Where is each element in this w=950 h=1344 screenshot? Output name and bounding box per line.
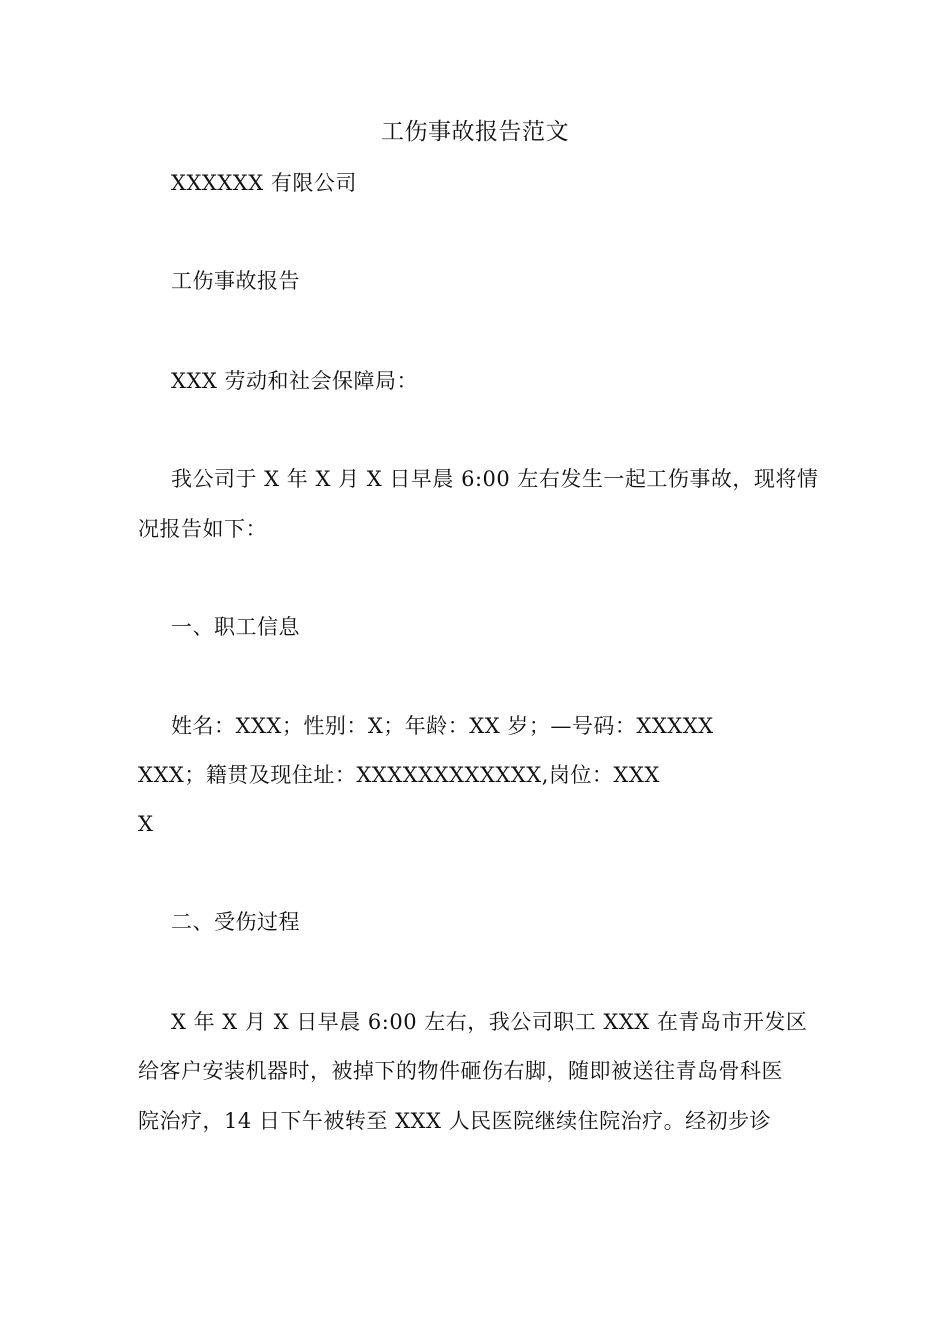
recipient-line: XXX 劳动和社会保障局： (171, 369, 419, 393)
intro-line-1: 我公司于 X 年 X 月 X 日早晨 6:00 左右发生一起工伤事故，现将情 (171, 467, 819, 491)
document-title: 工伤事故报告范文 (381, 119, 569, 145)
section1-line-1: 姓名：XXX；性别：X；年龄：XX 岁；—号码：XXXXX (171, 714, 714, 738)
section1-line-3: X (138, 812, 154, 836)
section2-heading: 二、受伤过程 (171, 910, 300, 934)
intro-line-2: 况报告如下： (138, 517, 267, 541)
company-name: XXXXXX 有限公司 (171, 171, 357, 195)
section1-line-2: XXX；籍贯及现住址：XXXXXXXXXXXX,岗位：XXX (138, 763, 660, 787)
report-heading: 工伤事故报告 (171, 269, 300, 293)
section2-line-3: 院治疗，14 日下午被转至 XXX 人民医院继续住院治疗。经初步诊 (138, 1109, 772, 1133)
section1-heading: 一、职工信息 (171, 615, 300, 639)
section2-line-1: X 年 X 月 X 日早晨 6:00 左右，我公司职工 XXX 在青岛市开发区 (171, 1010, 808, 1034)
section2-line-2: 给客户安装机器时，被掉下的物件砸伤右脚，随即被送往青岛骨科医 (138, 1059, 783, 1083)
